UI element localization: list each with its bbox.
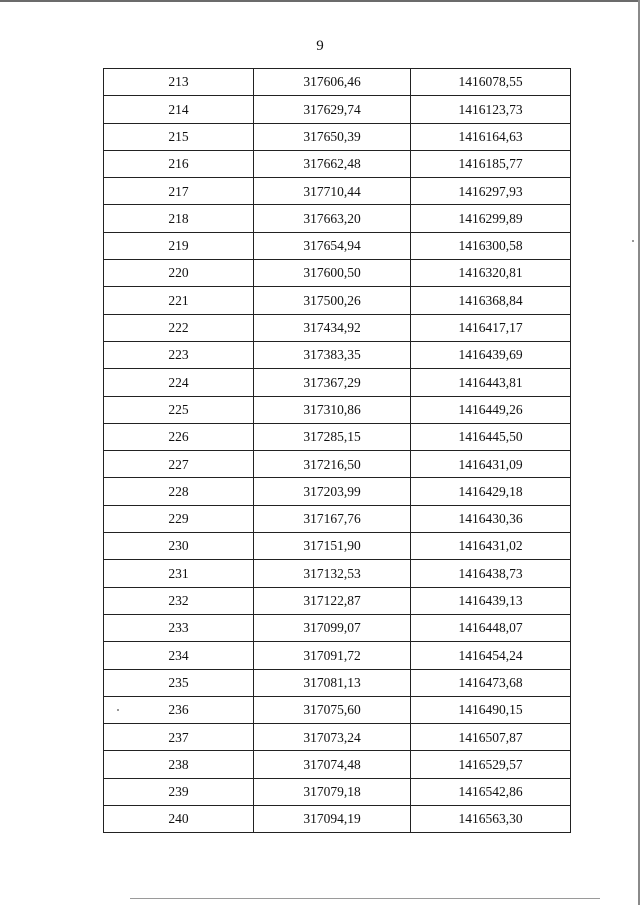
y-coordinate-cell: 1416542,86 bbox=[411, 778, 571, 805]
x-coordinate-cell: 317167,76 bbox=[254, 505, 411, 532]
y-coordinate-cell: 1416417,17 bbox=[411, 314, 571, 341]
x-coordinate-cell: 317383,35 bbox=[254, 341, 411, 368]
x-coordinate-cell: 317500,26 bbox=[254, 287, 411, 314]
y-coordinate-cell: 1416563,30 bbox=[411, 806, 571, 833]
y-coordinate-cell: 1416529,57 bbox=[411, 751, 571, 778]
y-coordinate-cell: 1416299,89 bbox=[411, 205, 571, 232]
table-row bbox=[104, 505, 571, 532]
x-coordinate-cell: 317079,18 bbox=[254, 778, 411, 805]
x-coordinate-cell: 317710,44 bbox=[254, 178, 411, 205]
y-coordinate-cell: 1416490,15 bbox=[411, 696, 571, 723]
x-coordinate-cell: 317650,39 bbox=[254, 123, 411, 150]
point-number-cell: 230 bbox=[104, 533, 254, 560]
scan-speck bbox=[117, 709, 119, 711]
x-coordinate-cell: 317151,90 bbox=[254, 533, 411, 560]
table-row bbox=[104, 69, 571, 96]
y-coordinate-cell: 1416448,07 bbox=[411, 614, 571, 641]
point-number-cell: 229 bbox=[104, 505, 254, 532]
y-coordinate-cell: 1416507,87 bbox=[411, 724, 571, 751]
y-coordinate-cell: 1416185,77 bbox=[411, 150, 571, 177]
table-row bbox=[104, 751, 571, 778]
x-coordinate-cell: 317203,99 bbox=[254, 478, 411, 505]
y-coordinate-cell: 1416078,55 bbox=[411, 69, 571, 96]
x-coordinate-cell: 317367,29 bbox=[254, 369, 411, 396]
table-row bbox=[104, 614, 571, 641]
point-number-cell: 219 bbox=[104, 232, 254, 259]
point-number-cell: 233 bbox=[104, 614, 254, 641]
table-row bbox=[104, 778, 571, 805]
x-coordinate-cell: 317285,15 bbox=[254, 423, 411, 450]
table-row bbox=[104, 696, 571, 723]
table-row bbox=[104, 369, 571, 396]
x-coordinate-cell: 317081,13 bbox=[254, 669, 411, 696]
point-number-cell: 237 bbox=[104, 724, 254, 751]
scan-border-top bbox=[0, 0, 640, 2]
point-number-cell: 235 bbox=[104, 669, 254, 696]
point-number-cell: 239 bbox=[104, 778, 254, 805]
table-row bbox=[104, 178, 571, 205]
point-number-cell: 220 bbox=[104, 260, 254, 287]
point-number-cell: 213 bbox=[104, 69, 254, 96]
table-row bbox=[104, 287, 571, 314]
point-number-cell: 217 bbox=[104, 178, 254, 205]
table-row bbox=[104, 423, 571, 450]
y-coordinate-cell: 1416473,68 bbox=[411, 669, 571, 696]
table-row bbox=[104, 451, 571, 478]
x-coordinate-cell: 317074,48 bbox=[254, 751, 411, 778]
point-number-cell: 232 bbox=[104, 587, 254, 614]
table-row bbox=[104, 587, 571, 614]
table-row bbox=[104, 724, 571, 751]
page-number: 9 bbox=[316, 38, 324, 54]
x-coordinate-cell: 317099,07 bbox=[254, 614, 411, 641]
x-coordinate-cell: 317310,86 bbox=[254, 396, 411, 423]
point-number-cell: 224 bbox=[104, 369, 254, 396]
table-row bbox=[104, 642, 571, 669]
y-coordinate-cell: 1416449,26 bbox=[411, 396, 571, 423]
table-row bbox=[104, 314, 571, 341]
point-number-cell: 228 bbox=[104, 478, 254, 505]
y-coordinate-cell: 1416438,73 bbox=[411, 560, 571, 587]
point-number-cell: 238 bbox=[104, 751, 254, 778]
table-row bbox=[104, 669, 571, 696]
table-row bbox=[104, 205, 571, 232]
y-coordinate-cell: 1416439,13 bbox=[411, 587, 571, 614]
point-number-cell: 225 bbox=[104, 396, 254, 423]
table-row bbox=[104, 150, 571, 177]
x-coordinate-cell: 317122,87 bbox=[254, 587, 411, 614]
x-coordinate-cell: 317073,24 bbox=[254, 724, 411, 751]
x-coordinate-cell: 317075,60 bbox=[254, 696, 411, 723]
point-number-cell: 223 bbox=[104, 341, 254, 368]
y-coordinate-cell: 1416431,09 bbox=[411, 451, 571, 478]
x-coordinate-cell: 317654,94 bbox=[254, 232, 411, 259]
point-number-cell: 227 bbox=[104, 451, 254, 478]
point-number-cell: 214 bbox=[104, 96, 254, 123]
point-number-cell: 216 bbox=[104, 150, 254, 177]
y-coordinate-cell: 1416430,36 bbox=[411, 505, 571, 532]
point-number-cell: 234 bbox=[104, 642, 254, 669]
table-row bbox=[104, 232, 571, 259]
table-row bbox=[104, 806, 571, 833]
x-coordinate-cell: 317662,48 bbox=[254, 150, 411, 177]
point-number-cell: 236 bbox=[104, 696, 254, 723]
coordinates-table-body bbox=[104, 69, 571, 833]
y-coordinate-cell: 1416429,18 bbox=[411, 478, 571, 505]
point-number-cell: 231 bbox=[104, 560, 254, 587]
point-number-cell: 215 bbox=[104, 123, 254, 150]
point-number-cell: 222 bbox=[104, 314, 254, 341]
point-number-cell: 226 bbox=[104, 423, 254, 450]
y-coordinate-cell: 1416164,63 bbox=[411, 123, 571, 150]
table-row bbox=[104, 533, 571, 560]
x-coordinate-cell: 317629,74 bbox=[254, 96, 411, 123]
x-coordinate-cell: 317663,20 bbox=[254, 205, 411, 232]
point-number-cell: 221 bbox=[104, 287, 254, 314]
table-row bbox=[104, 341, 571, 368]
x-coordinate-cell: 317132,53 bbox=[254, 560, 411, 587]
y-coordinate-cell: 1416431,02 bbox=[411, 533, 571, 560]
table-row bbox=[104, 96, 571, 123]
x-coordinate-cell: 317434,92 bbox=[254, 314, 411, 341]
point-number-cell: 240 bbox=[104, 806, 254, 833]
table-row bbox=[104, 123, 571, 150]
point-number-cell: 218 bbox=[104, 205, 254, 232]
table-row bbox=[104, 260, 571, 287]
y-coordinate-cell: 1416454,24 bbox=[411, 642, 571, 669]
y-coordinate-cell: 1416300,58 bbox=[411, 232, 571, 259]
bottom-scan-line bbox=[130, 898, 600, 899]
coordinates-table bbox=[103, 68, 571, 833]
x-coordinate-cell: 317216,50 bbox=[254, 451, 411, 478]
y-coordinate-cell: 1416320,81 bbox=[411, 260, 571, 287]
y-coordinate-cell: 1416368,84 bbox=[411, 287, 571, 314]
table-row bbox=[104, 478, 571, 505]
x-coordinate-cell: 317600,50 bbox=[254, 260, 411, 287]
scan-speck bbox=[632, 240, 634, 242]
x-coordinate-cell: 317091,72 bbox=[254, 642, 411, 669]
y-coordinate-cell: 1416443,81 bbox=[411, 369, 571, 396]
y-coordinate-cell: 1416439,69 bbox=[411, 341, 571, 368]
y-coordinate-cell: 1416123,73 bbox=[411, 96, 571, 123]
y-coordinate-cell: 1416445,50 bbox=[411, 423, 571, 450]
table-row bbox=[104, 396, 571, 423]
x-coordinate-cell: 317094,19 bbox=[254, 806, 411, 833]
x-coordinate-cell: 317606,46 bbox=[254, 69, 411, 96]
table-row bbox=[104, 560, 571, 587]
y-coordinate-cell: 1416297,93 bbox=[411, 178, 571, 205]
